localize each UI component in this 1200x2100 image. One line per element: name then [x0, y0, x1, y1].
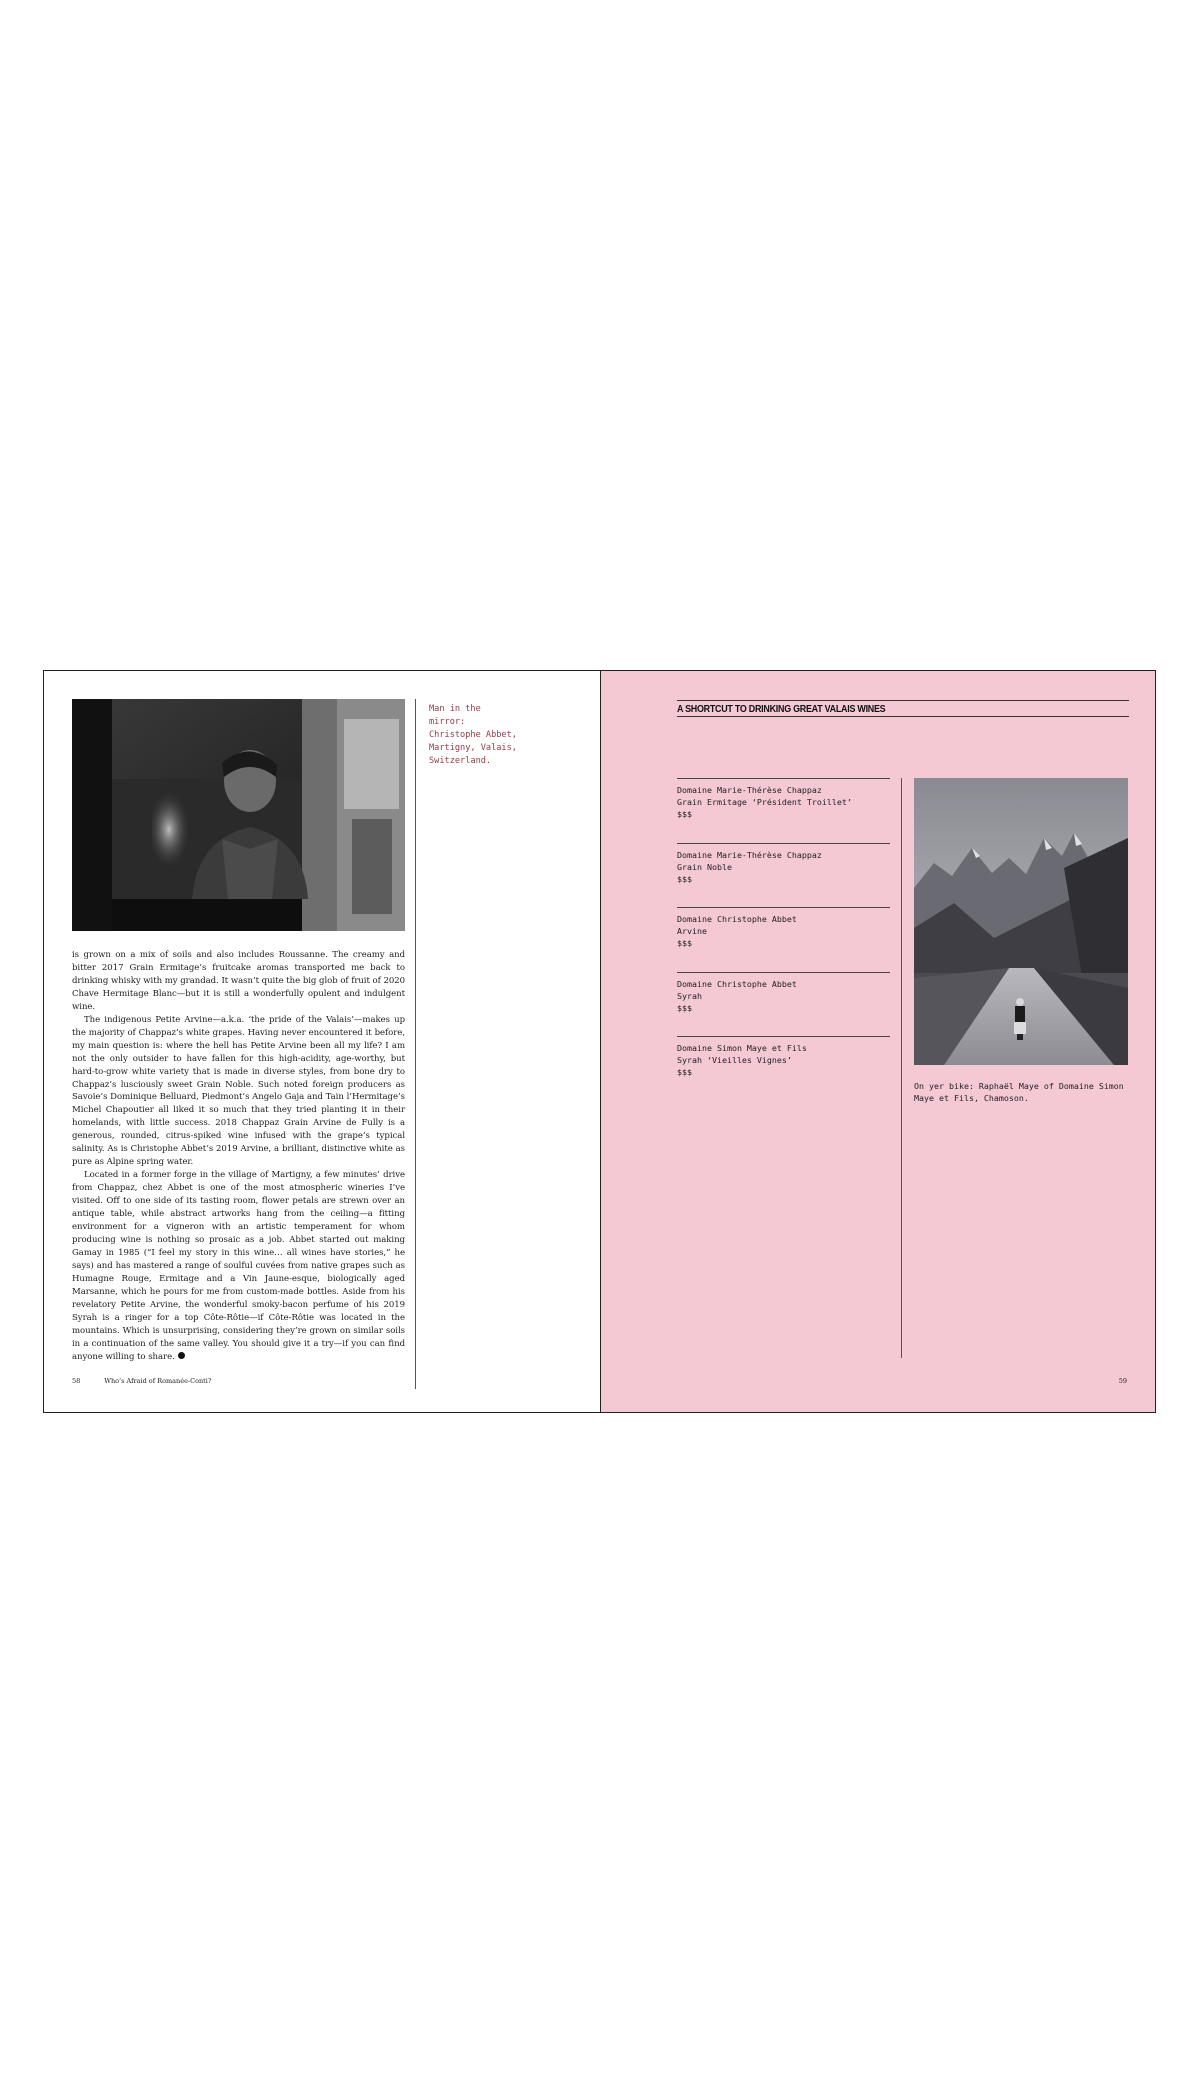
wine-price: $$$	[677, 1067, 692, 1078]
wine-price: $$$	[677, 938, 692, 949]
landscape-caption: On yer bike: Raphaël Maye of Domaine Simon Maye et Fils, Chamoson.	[914, 1081, 1124, 1104]
title-rule	[677, 700, 1129, 701]
page-number: 58	[72, 1377, 81, 1385]
section-title: A SHORTCUT TO DRINKING GREAT VALAIS WINES	[677, 703, 886, 715]
wine-producer: Domaine Simon Maye et Fils	[677, 1043, 807, 1053]
wine-producer: Domaine Marie-Thérèse Chappaz	[677, 849, 822, 860]
end-of-article-mark	[178, 1352, 185, 1359]
book-spread	[43, 670, 1156, 1413]
running-head: Who’s Afraid of Romanée-Conti?	[104, 1377, 212, 1385]
wine-price: $$$	[677, 873, 692, 884]
wine-list-item	[677, 1036, 890, 1101]
page-number: 59	[1118, 1377, 1127, 1385]
wine-producer: Domaine Marie-Thérèse Chappaz	[677, 785, 822, 795]
wine-name: Syrah	[677, 990, 702, 1001]
body-paragraph-text: Located in a former forge in the village of Martigny, a few minutes’ drive from Chappaz, chez Abbet is one of the most atmospheric wineries I’ve visited. Off to one side of its tasting room, flower petals are strewn over an antique table, while abstract artworks hang from the ceiling—a fitting environment for a vigneron with an artistic temperament for whom producing wine is nothing so prosaic as a job. Abbet started out making Gamay in 1985 (“I feel my story in this wine… all wines have stories,” he says) and has mastered a range of soulful cuvées from native grapes such as Humagne Rouge, Ermitage and a Vin Jaune-esque, biologically aged Marsanne, which he pours for me from custom-made bottles. Aside from his revelatory Petite Arvine, the wonderful smoky-bacon perfume of his 2019 Syrah is a ringer for a top Côte-Rôtie—if Côte-Rôtie was located in the mountains. Which is unsurprising, considering they’re grown on similar soils in a continuation of the same valley. You should give it a try—if you can find anyone willing to share.	[72, 1170, 405, 1362]
left-page	[44, 671, 600, 1412]
article-body	[72, 949, 405, 1364]
column-divider-right	[901, 778, 902, 1358]
column-divider-left	[415, 699, 416, 1389]
wine-producer: Domaine Christophe Abbet	[677, 914, 797, 924]
body-paragraph: The indigenous Petite Arvine—a.k.a. ‘the pride of the Valais’—makes up the majority of Chappaz’s white grapes. Having never encountered it before, my main question is: where the hell has Petite Arvine been all my life? I am not the only outsider to have fallen for this high-acidity, age-worthy, but hard-to-grow white variety that is made in diverse styles, from bone dry to Chappaz’s lusciously sweet Grain Noble. Such noted foreign producers as Savoie’s Dominique Belluard, Piedmont’s Angelo Gaja and Tain l’Hermitage’s Michel Chapoutier all liked it so much that they tried planting it in their homelands, with little success. 2018 Chappaz Grain Arvine de Fully is a generous, rounded, citrus-spiked wine infused with the grape’s typical salinity. As is Christophe Abbet’s 2019 Arvine, a brilliant, distinctive white as pure as Alpine spring water.	[72, 1014, 405, 1168]
wine-list	[677, 778, 890, 1101]
wine-list-item	[677, 843, 890, 908]
wine-name: Grain Noble	[677, 861, 732, 872]
title-underline	[677, 716, 1129, 717]
portrait-photo-image	[72, 699, 405, 931]
wine-producer: Domaine Christophe Abbet	[677, 978, 797, 989]
wine-list-item	[677, 972, 890, 1037]
left-page-footer	[72, 1377, 211, 1385]
wine-price: $$$	[677, 809, 692, 820]
wine-name: Arvine	[677, 926, 707, 937]
landscape-photo	[914, 778, 1128, 1065]
landscape-photo-image	[914, 778, 1128, 1065]
portrait-caption: Man in the mirror: Christophe Abbet, Martigny, Valais, Switzerland.	[429, 704, 517, 766]
body-paragraph: is grown on a mix of soils and also includes Roussanne. The creamy and bitter 2017 Grain Ermitage’s fruitcake aromas transported me back to drinking whisky with my grandad. It wasn’t quite the big glob of fruit of 2020 Chave Hermitage Blanc—but it is still a wonderfully opulent and indulgent wine.	[72, 950, 405, 1012]
portrait-photo	[72, 699, 405, 931]
wine-list-item	[677, 907, 890, 972]
wine-name: Grain Ermitage ‘Président Troillet’	[677, 797, 852, 808]
wine-price: $$$	[677, 1002, 692, 1013]
wine-name: Syrah ‘Vieilles Vignes’	[677, 1055, 792, 1066]
body-paragraph	[72, 1169, 405, 1363]
wine-list-item	[677, 778, 890, 843]
right-page	[600, 671, 1155, 1412]
